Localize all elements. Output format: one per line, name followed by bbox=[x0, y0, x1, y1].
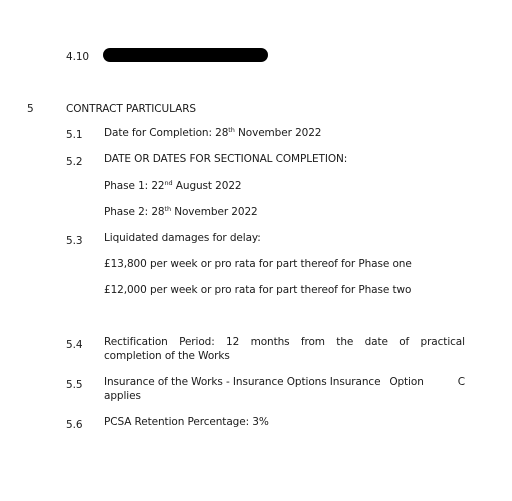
clause-number-5-3: 5.3 bbox=[66, 235, 83, 247]
clause-text-5-1: Date for Completion: 28th November 2022 bbox=[104, 126, 322, 139]
redaction-bar bbox=[103, 48, 268, 62]
clause-text-5-4-line2: completion of the Works bbox=[104, 350, 230, 362]
clause-text-5-4-line1: Rectification Period: 12 months from the date of practical bbox=[104, 336, 465, 348]
clause-text-5-2: DATE OR DATES FOR SECTIONAL COMPLETION: bbox=[104, 153, 348, 165]
clause-number-5-5: 5.5 bbox=[66, 379, 83, 391]
phase-2-date: Phase 2: 28th November 2022 bbox=[104, 205, 258, 218]
section-heading: CONTRACT PARTICULARS bbox=[66, 103, 196, 115]
clause-number-5-4: 5.4 bbox=[66, 339, 83, 351]
clause-text-5-3: Liquidated damages for delay: bbox=[104, 232, 261, 244]
clause-text-5-6: PCSA Retention Percentage: 3% bbox=[104, 416, 269, 428]
clause-number-5-6: 5.6 bbox=[66, 419, 83, 431]
clause-number-5-2: 5.2 bbox=[66, 156, 83, 168]
damages-phase-two: £12,000 per week or pro rata for part thereof for Phase two bbox=[104, 284, 412, 296]
clause-text-5-5-line1: Insurance of the Works - Insurance Options Insurance Option C bbox=[104, 376, 465, 388]
clause-number-5-1: 5.1 bbox=[66, 129, 83, 141]
damages-phase-one: £13,800 per week or pro rata for part thereof for Phase one bbox=[104, 258, 412, 270]
clause-number-4-10: 4.10 bbox=[66, 51, 89, 63]
clause-text-5-5-line2: applies bbox=[104, 390, 141, 402]
section-number-5: 5 bbox=[27, 103, 34, 115]
phase-1-date: Phase 1: 22nd August 2022 bbox=[104, 179, 242, 192]
